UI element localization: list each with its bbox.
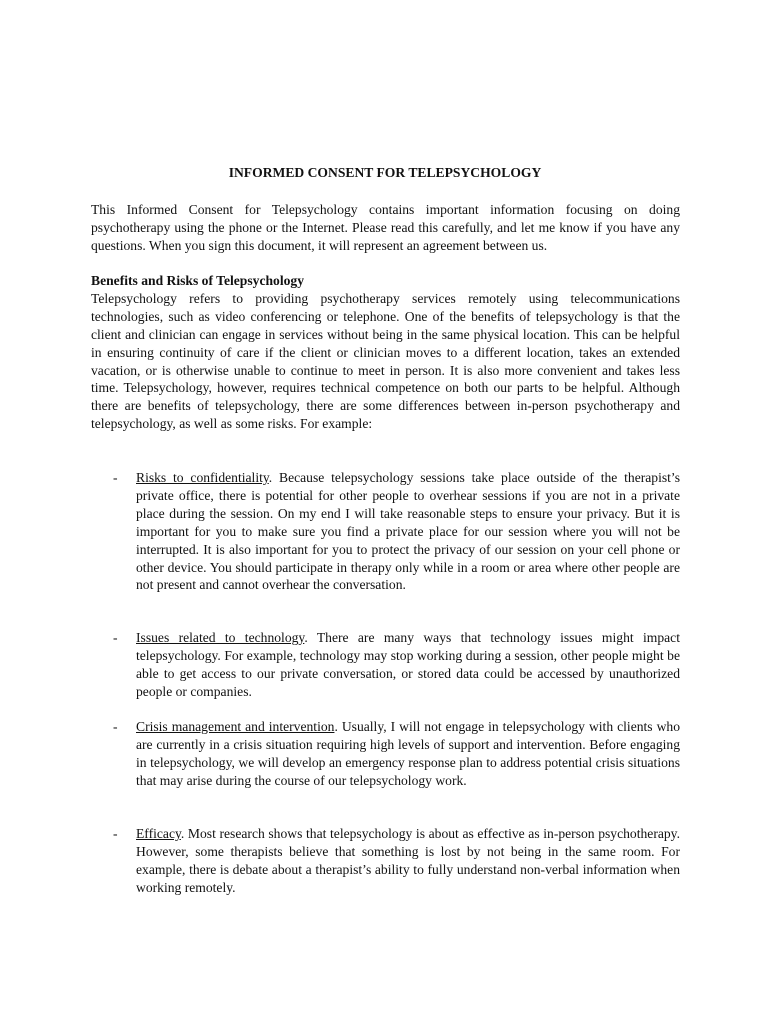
list-item-crisis	[113, 718, 680, 790]
benefits-risks-section	[91, 272, 680, 433]
intro-paragraph: This Informed Consent for Telepsychology contains important information focusing on doing psychotherapy using the phone or the Internet. Please read this carefully, and let me know if you have any questions. When you sign this document, it will represent an agreement between us.	[91, 202, 680, 253]
list-item-body: . There are many ways that technology issues might impact telepsychology. For example, technology may stop working during a session, other people might be able to get access to our private conversation, or stored data could be accessed by unauthorized people or companies.	[136, 630, 680, 699]
list-item-term: Issues related to technology	[136, 630, 305, 645]
bullet-dash: -	[113, 630, 118, 645]
list-item-text	[136, 469, 680, 594]
list-item-technology	[113, 629, 680, 701]
list-item-term: Crisis management and intervention	[136, 719, 335, 734]
bullet-dash: -	[113, 470, 118, 485]
bullet-dash: -	[113, 826, 118, 841]
list-item-term: Efficacy	[136, 826, 181, 841]
list-item-term: Risks to confidentiality	[136, 470, 269, 485]
list-item-efficacy	[113, 825, 680, 897]
list-item-body: . Most research shows that telepsychology is about as effective as in-person psychotherapy. However, some therapists believe that something is lost by not being in the same room. For example, there is debate about a therapist’s ability to fully understand non-verbal information when working remotely.	[136, 826, 680, 895]
list-item-body: . Because telepsychology sessions take place outside of the therapist’s private office, there is potential for other people to overhear sessions if you are not in a private place during the session. On my end I will take reasonable steps to ensure your privacy. But it is important for you to make sure you find a private place for our session where you will not be interrupted. It is also important for you to protect the privacy of our session on your cell phone or other device. You should participate in therapy only while in a room or area where other people are not present and cannot overhear the conversation.	[136, 470, 680, 593]
document-title: INFORMED CONSENT FOR TELEPSYCHOLOGY	[228, 165, 542, 180]
list-item-text	[136, 629, 680, 701]
section-heading: Benefits and Risks of Telepsychology	[91, 273, 305, 288]
list-item-text	[136, 718, 680, 790]
list-item-body: . Usually, I will not engage in telepsychology with clients who are currently in a crisis situation requiring high levels of support and intervention. Before engaging in telepsychology, we will develop an emergency response plan to address potential crisis situations that may arise during the course of our telepsychology work.	[136, 719, 680, 788]
list-item-text	[136, 825, 680, 897]
section-body: Telepsychology refers to providing psychotherapy services remotely using telecommunications technologies, such as video conferencing or telephone. One of the benefits of telepsychology is that the client and clinician can engage in services without being in the same physical location. This can be helpful in ensuring continuity of care if the client or clinician moves to a different location, takes an extended vacation, or is otherwise unable to continue to meet in person. It is also more convenient and takes less time. Telepsychology, however, requires technical competence on both our parts to be helpful. Although there are benefits of telepsychology, there are some differences between in-person psychotherapy and telepsychology, as well as some risks. For example:	[91, 290, 680, 432]
bullet-dash: -	[113, 719, 118, 734]
list-item-confidentiality	[113, 469, 680, 594]
